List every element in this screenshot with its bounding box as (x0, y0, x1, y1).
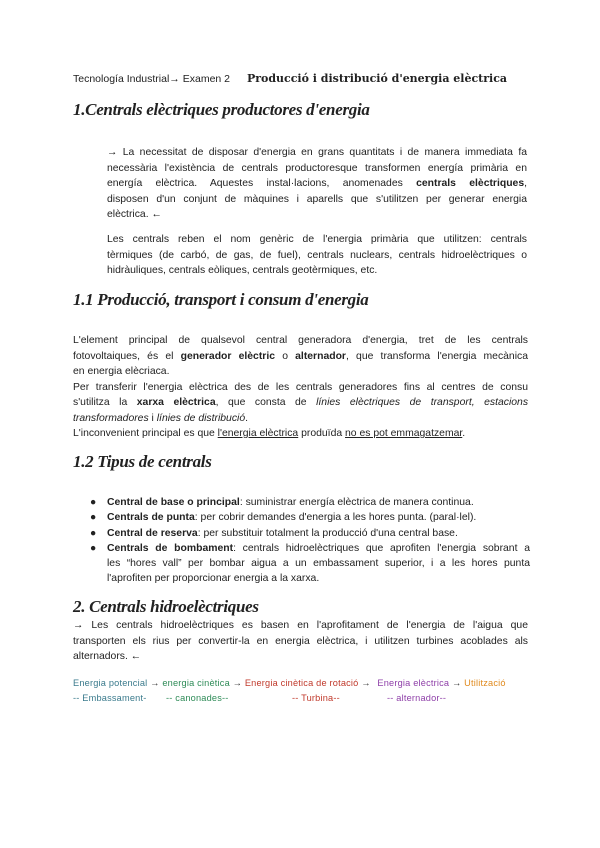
flow-utilization: Utilització (464, 678, 506, 688)
bold-term: centrals elèctriques (416, 178, 525, 189)
bold-term: xarxa elèctrica (136, 397, 216, 408)
section-2-heading: 2. Centrals hidroelèctriques (73, 597, 259, 616)
flow-energy-kinetic: energia cinètica (162, 678, 230, 688)
section-1-paragraph-1 (107, 145, 527, 223)
flow-stage-alternador (387, 693, 446, 703)
stage-label: -- Embassament- (73, 693, 147, 703)
flow-energy-potential: Energia potencial (73, 678, 148, 688)
text-line: L'element principal de qualsevol central generadora d'energia, tret de les centrals (73, 335, 528, 346)
text-line: disposen d'un conjunt de màquines i aparells que s'utilitzen per generar energia (107, 193, 527, 205)
bold-term: alternador (295, 350, 346, 362)
text-run: , que transforma l'energia mecànica (345, 350, 528, 362)
flow-energy-rotation: Energia cinètica de rotació (244, 678, 359, 688)
section-1-1-paragraph (73, 333, 528, 442)
list-item (90, 510, 530, 525)
list-item (90, 541, 530, 587)
text-run: : per cobrir demandes d'energia a les hores punta. (paral·lel). (194, 512, 477, 524)
text-line: tèrmiques (de carbó, de gas, de fuel), centrals nuclears, centrals hidroelèctriques o (107, 249, 527, 261)
underlined-term: no es pot emmagatzemar (345, 428, 463, 439)
text-run: i (148, 412, 157, 424)
stage-label: -- Turbina-- (292, 693, 340, 703)
italic-term: línies de distribució (156, 412, 246, 424)
text-line (73, 395, 528, 411)
bullet-icon: ● (90, 512, 97, 524)
flow-stage-turbina (292, 693, 340, 703)
text-run: : suministrar energía elèctrica de manera continua. (239, 497, 474, 508)
text-run: produïda (298, 428, 346, 439)
text-line: elèctrica. ← (107, 209, 162, 220)
header-subject: Tecnología Industrial→ Examen 2 (73, 73, 231, 85)
text-line: necessària l'existència de centrals productoresque transformen energía primària en (107, 162, 527, 174)
text-line: transporten els rius per convertir-la en energia elèctrica, i utilitzen turbines acoblades als (73, 635, 528, 647)
arrow-right-icon: → (452, 678, 462, 688)
section-1-2-heading: 1.2 Tipus de centrals (73, 452, 212, 471)
bold-term: Centrals de punta (107, 512, 195, 524)
arrow-right-icon: → (232, 678, 243, 688)
text-line (107, 541, 530, 556)
text-run: L'inconvenient principal es que (73, 428, 218, 439)
text-line (73, 349, 528, 365)
central-types-list (90, 495, 530, 587)
header-topic: Producció i distribució d'energia elèctrica (246, 72, 508, 85)
text-run: , que consta de (215, 397, 317, 408)
italic-term: línies elèctriques de transport, estacions (316, 397, 529, 408)
section-1-heading: 1.Centrals elèctriques productores d'energia (73, 100, 370, 119)
flow-stage-embassament (73, 693, 146, 703)
text-line (107, 176, 527, 192)
text-run: fotovoltaiques, és el (73, 350, 181, 362)
text-line: alternadors. ← (73, 651, 142, 662)
section-2-paragraph (73, 618, 528, 665)
list-item (90, 495, 530, 510)
text-line: → Les centrals hidroelèctriques es basen en l'aprofitament de l'energia de l'aigua que (73, 620, 528, 631)
section-1-1-heading: 1.1 Producció, transport i consum d'energia (73, 290, 369, 309)
text-line: → La necessitat de disposar d'energia en grans quantitats i de manera immediata fa (107, 147, 527, 158)
flow-energy-electric: Energia elèctrica (377, 678, 450, 688)
list-item (90, 526, 530, 541)
page-header (73, 72, 507, 85)
text-run: energía elèctrica. Aquestes instal·lacions, anomenades (107, 178, 417, 189)
bold-term: Central de base o principal (107, 497, 240, 508)
bullet-icon: ● (90, 542, 97, 554)
bullet-icon: ● (90, 527, 97, 539)
italic-term: transformadores (73, 412, 149, 424)
bold-term: Central de reserva (107, 527, 198, 539)
text-line: hidràuliques, centrals eòliques, centrals geotèrmiques, etc. (107, 265, 378, 276)
text-line (73, 411, 528, 427)
energy-flow-row (73, 678, 506, 688)
bold-term: Centrals de bombament (107, 542, 234, 554)
text-run: , (524, 178, 528, 189)
text-run: o (275, 350, 296, 362)
underlined-term: l'energia elèctrica (217, 428, 299, 439)
bold-term: generador elèctric (180, 350, 276, 362)
arrow-right-icon: → (150, 678, 160, 688)
flow-stage-canonades (166, 693, 229, 703)
text-run: : centrals hidroelèctriques que aprofiten l'energia sobrant a (233, 542, 530, 554)
text-line: Per transferir l'energia elèctrica des de les centrals generadores fins al centres de consu (73, 381, 528, 393)
text-run: s'utilitza la (73, 397, 137, 408)
text-run: : per substituir totalment la producció d'una central base. (197, 527, 458, 539)
text-run: . (245, 412, 249, 424)
text-line: en energia elècriaca. (73, 366, 170, 377)
text-line: l'aprofiten per proporcionar energia a la xarxa. (107, 573, 320, 585)
text-line (73, 426, 528, 442)
bullet-icon: ● (90, 497, 97, 508)
stage-label: -- alternador-- (387, 693, 447, 703)
text-line: les “hores vall” per bombar aigua a un embassament superior, i a les hores punta (107, 558, 530, 570)
stage-label: -- canonades-- (166, 693, 229, 703)
section-1-paragraph-2 (107, 232, 527, 279)
text-line: Les centrals reben el nom genèric de l'energia primària que utilitzen: centrals (107, 234, 527, 245)
arrow-right-icon: → (361, 678, 371, 688)
text-run: . (462, 428, 466, 439)
